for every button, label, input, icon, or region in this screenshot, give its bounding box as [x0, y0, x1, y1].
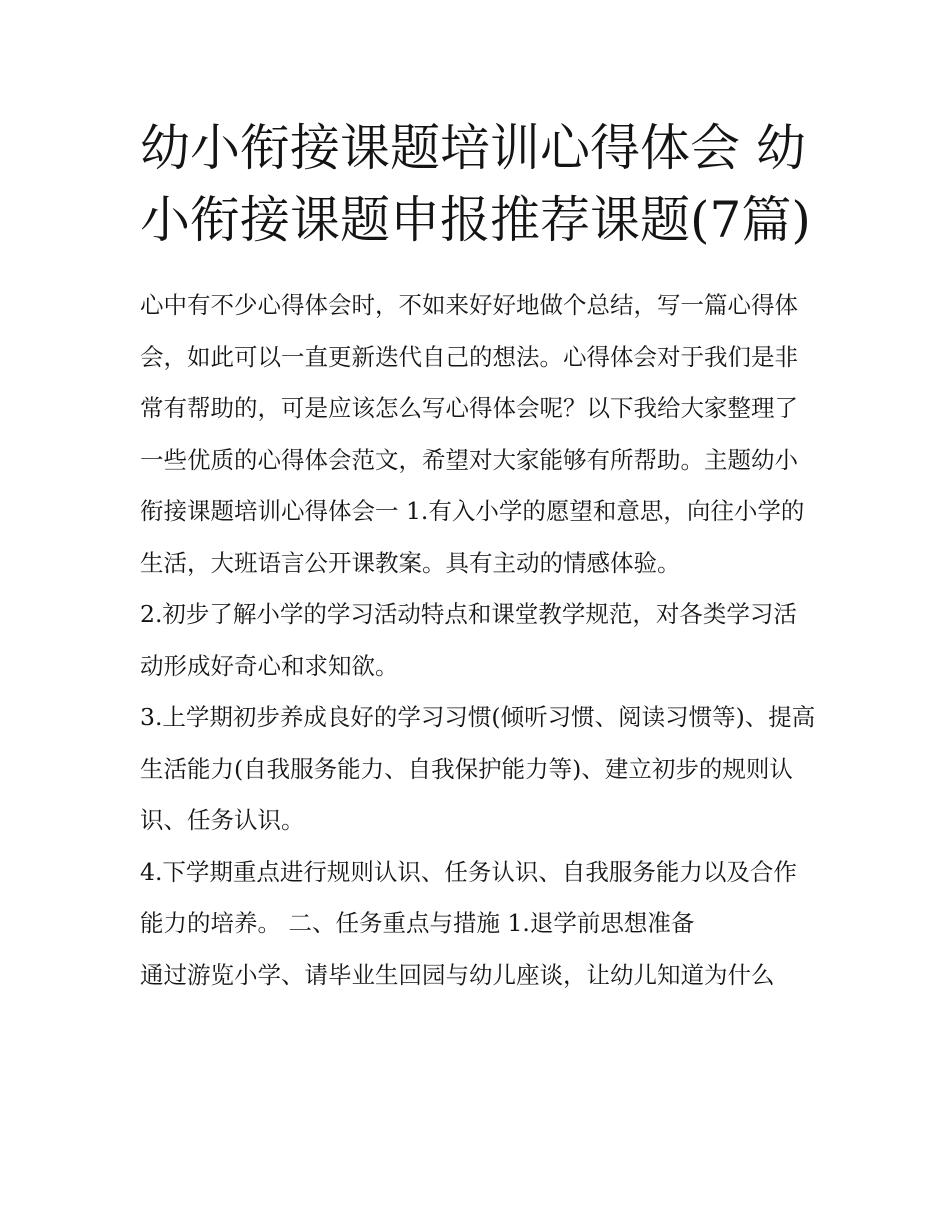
- paragraph-intro: 心中有不少心得体会时，不如来好好地做个总结，写一篇心得体会，如此可以一直更新迭代自己的想法。心得体会对于我们是非常有帮助的，可是应该怎么写心得体会呢？以下我给大家整理了一些优质的心得体会范文，希望对大家能够有所帮助。主题幼小衔接课题培训心得体会一 1.有入小学的愿望和意思，向往小学的生活，大班语言公开课教案。具有主动的情感体验。: [140, 291, 805, 577]
- document-body: [140, 280, 820, 1001]
- paragraph-item-2: 2.初步了解小学的学习活动特点和课堂教学规范，对各类学习活动形成好奇心和求知欲。: [140, 600, 797, 680]
- paragraph-continued: 通过游览小学、请毕业生回园与幼儿座谈，让幼儿知道为什么: [140, 960, 775, 989]
- paragraph-item-3: 3.上学期初步养成良好的学习习惯(倾听习惯、阅读习惯等)、提高生活能力(自我服务能力、自我保护能力等)、建立初步的规则认识、任务认识。: [140, 703, 816, 834]
- document-title: 幼小衔接课题培训心得体会 幼小衔接课题申报推荐课题(7篇): [140, 119, 811, 249]
- paragraph-item-4: 4.下学期重点进行规则认识、任务认识、自我服务能力以及合作能力的培养。 二、任务重点与措施 1.退学前思想准备: [140, 857, 797, 937]
- document-content: [140, 112, 820, 1001]
